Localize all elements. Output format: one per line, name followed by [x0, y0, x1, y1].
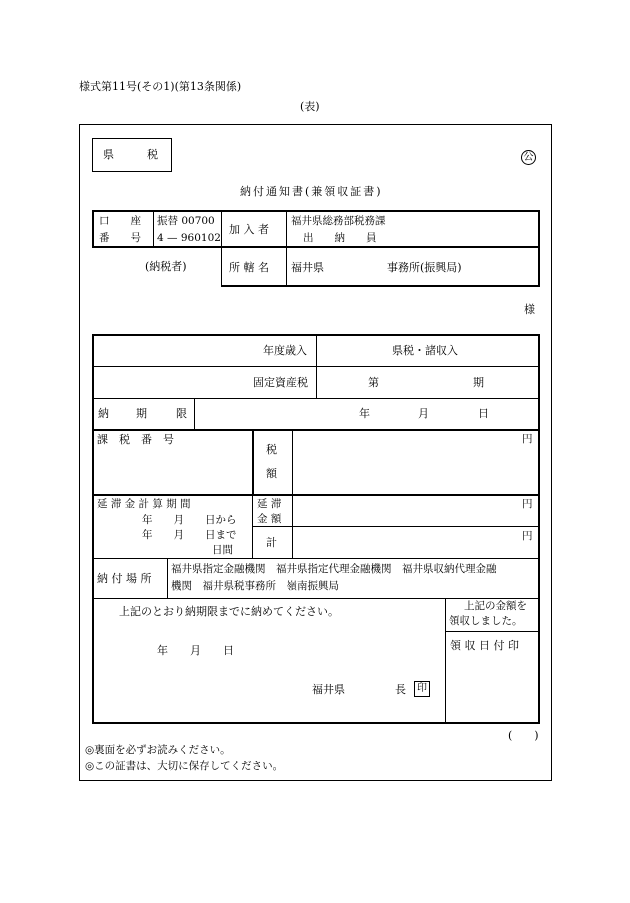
payment-place-line-1: 福井県指定金融機関 福井県指定代理金融機関 福井県収納代理金融	[171, 563, 497, 575]
deadline-label-2: 期	[136, 407, 147, 420]
late-period-days: 日間	[212, 544, 233, 556]
term-ki: 期	[473, 376, 484, 389]
late-amount-label-2: 金 額	[257, 513, 282, 525]
revenue-type: 県税・諸収入	[392, 344, 458, 357]
account-label-1: 口 座	[99, 215, 141, 227]
tax-amount-label-1: 税	[266, 443, 277, 456]
deadline-day: 日	[478, 407, 489, 420]
public-mark	[521, 150, 536, 165]
fiscal-year-label: 年度歳入	[263, 344, 307, 357]
tax-amount-label-2: 額	[266, 467, 277, 480]
seal-mark	[414, 681, 430, 697]
account-number-2: 4 — 960102	[157, 232, 221, 244]
jurisdiction-label: 所 轄 名	[229, 261, 269, 274]
bottom-paren: ( )	[508, 729, 539, 742]
deadline-month: 月	[418, 407, 429, 420]
yen-unit-late: 円	[522, 498, 533, 510]
late-period-from: 年 月 日から	[142, 514, 237, 526]
public-mark-text: 公	[523, 152, 534, 163]
payment-instruction: 上記のとおり納期限までに納めてください。	[119, 605, 339, 618]
yen-unit-total: 円	[522, 530, 533, 542]
deadline-year: 年	[359, 407, 370, 420]
form-title: 納付通知書(兼領収証書)	[240, 185, 383, 198]
total-label: 計	[266, 536, 277, 549]
jurisdiction-pref: 福井県	[291, 261, 324, 274]
seal-text: 印	[417, 683, 427, 694]
subscriber-value-2: 出 納 員	[303, 232, 377, 244]
issuer-chief: 長	[395, 683, 406, 696]
side-label: (表)	[300, 100, 320, 113]
issue-date: 年 月 日	[157, 644, 234, 657]
jurisdiction-office: 事務所(振興局)	[387, 261, 462, 274]
late-period-label: 延 滞 金 計 算 期 間	[97, 498, 191, 510]
form-number: 様式第11号(その1)(第13条関係)	[79, 80, 242, 93]
property-tax-label: 固定資産税	[253, 376, 308, 389]
received-line-2: 領収しました。	[449, 615, 523, 627]
account-number-1: 振替 00700	[157, 215, 215, 227]
payment-place-label: 納 付 場 所	[97, 572, 152, 585]
note-2: ◎この証書は、大切に保存してください。	[85, 760, 284, 772]
deadline-label-3: 限	[176, 407, 187, 420]
received-line-1: 上記の金額を	[464, 600, 527, 612]
account-label-2: 番 号	[99, 232, 141, 244]
late-period-to: 年 月 日まで	[142, 529, 237, 541]
tax-type-label: 県 税	[103, 148, 158, 161]
deadline-label-1: 納	[98, 407, 109, 420]
subscriber-label: 加 入 者	[229, 223, 269, 236]
payment-place-line-2: 機関 福井県税事務所 嶺南振興局	[171, 580, 339, 592]
late-amount-label-1: 延 滞	[257, 498, 282, 510]
honorific-sama: 様	[524, 303, 535, 316]
tax-number-label: 課 税 番 号	[97, 433, 174, 446]
taxpayer-label: (納税者)	[145, 260, 187, 273]
term-dai: 第	[368, 376, 379, 389]
yen-unit-tax: 円	[522, 433, 533, 445]
receipt-stamp-label: 領 収 日 付 印	[450, 639, 519, 652]
note-1: ◎裏面を必ずお読みください。	[85, 744, 231, 756]
subscriber-value-1: 福井県総務部税務課	[291, 215, 386, 227]
issuer-pref: 福井県	[312, 683, 345, 696]
